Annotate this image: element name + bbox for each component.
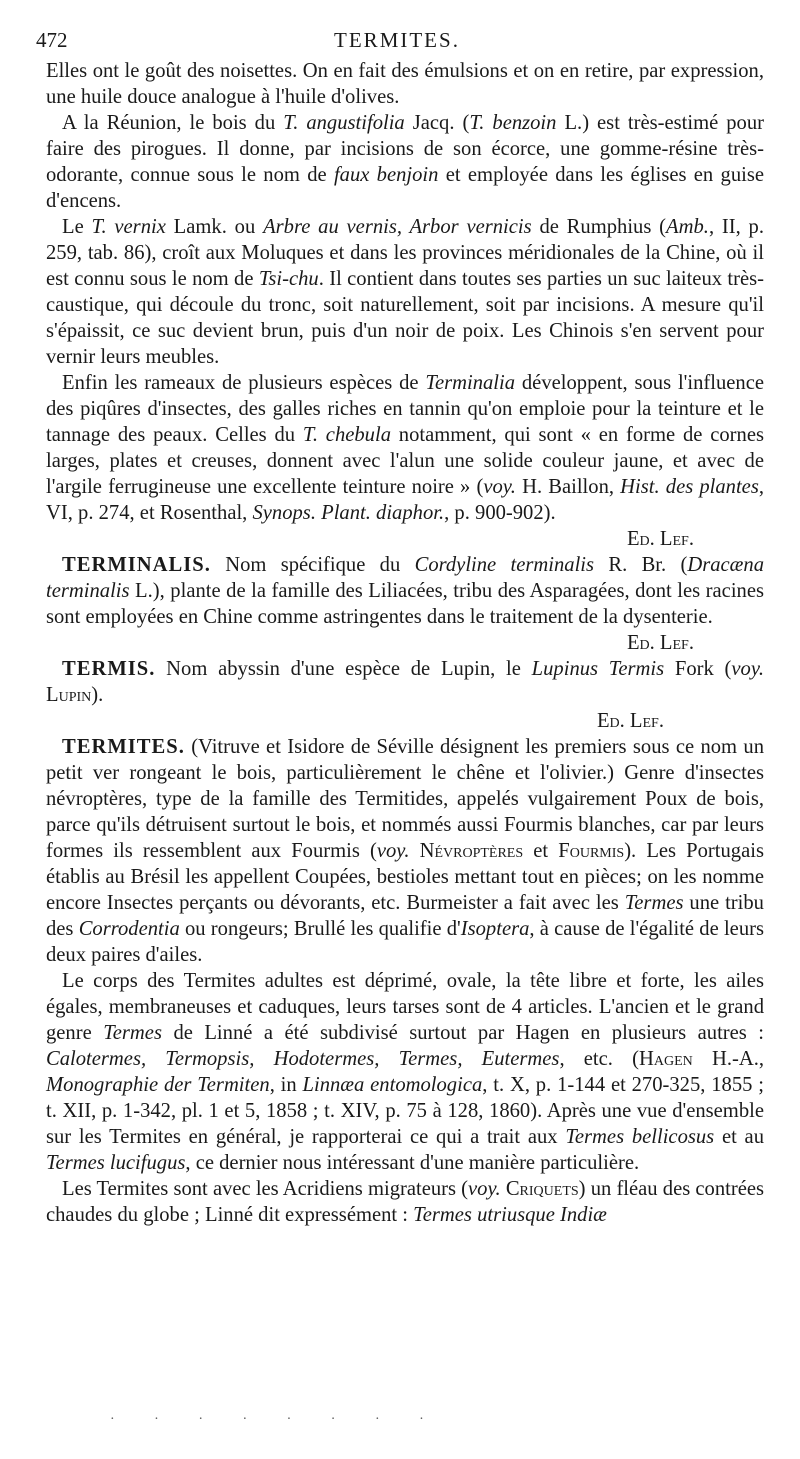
- page-body: [46, 58, 764, 1228]
- paragraph-continuation: Elles ont le goût des noisettes. On en fait des émulsions et on en retire, par expression, une huile douce analogue à l'huile d'olives.: [46, 60, 764, 108]
- page-header: [36, 28, 758, 58]
- entry-termis: TERMIS. Nom abyssin d'une espèce de Lupin, le Lupinus Termis Fork (voy. Lupin). Ed. Lef.: [46, 658, 765, 732]
- paragraph-galles: Enfin les rameaux de plusieurs espèces de Terminalia développent, sous l'influence des piqûres d'insectes, des galles riches en tannin qu'on emploie pour la teinture et le tannage des peaux. Celles du T. chebula notamment, qui sont « en forme de cornes larges, plates et creuses, donnent avec l'alun une solide couleur jaune, et avec de l'argile ferrugineuse une excellente teinture noire » (voy. H. Baillon, Hist. des plantes, VI, p. 274, et Rosenthal, Synops. Plant. diaphor., p. 900-902). Ed. Lef.: [46, 372, 764, 550]
- author-signature: Ed. Lef.: [596, 710, 664, 732]
- headword: TERMIS.: [62, 658, 156, 680]
- paragraph-corps: Le corps des Termites adultes est déprimé, ovale, la tête libre et forte, les ailes égales, membraneuses et caduques, leurs tarses sont de 4 articles. L'ancien et le grand genre Termes de Linné a été subdivisé surtout par Hagen en plusieurs autres : Calotermes, Termopsis, Hodotermes, Termes, Eutermes, etc. (Hagen H.-A., Monographie der Termiten, in Linnæa entomologica, t. X, p. 1-144 et 270-325, 1855 ; t. XII, p. 1-342, pl. 1 et 5, 1858 ; t. XIV, p. 75 à 128, 1860). Après une vue d'ensemble sur les Termites en général, je rapporterai ce qui a trait aux Termes bellicosus et au Termes lucifugus, ce dernier nous intéressant d'une manière particulière.: [46, 970, 764, 1174]
- entry-termites: TERMITES. (Vitruve et Isidore de Séville désignent les premiers sous ce nom un petit ver rongeant le bois, particulièrement le chêne et l'olivier.) Genre d'insectes névroptères, type de la famille des Termitides, appelés vulgairement Poux de bois, parce qu'ils détruisent surtout le bois, et nommés aussi Fourmis blanches, car par leurs formes ils ressemblent aux Fourmis (voy. Névroptères et Fourmis). Les Portugais établis au Brésil les appellent Coupées, bestioles mettant tout en pièces; on les nomme encore Insectes perçants ou dévorants, etc. Burmeister a fait avec les Termes une tribu des Corrodentia ou rongeurs; Brullé les qualifie d'Isoptera, à cause de l'égalité de leurs deux paires d'ailes.: [46, 736, 764, 966]
- headword: TERMITES.: [62, 736, 185, 758]
- page-number: 472: [36, 28, 68, 52]
- entry-terminalis: TERMINALIS. Nom spécifique du Cordyline terminalis R. Br. (Dracæna terminalis L.), plante de la famille des Liliacées, tribu des Asparagées, dont les racines sont employées en Chine comme astringentes dans le traitement de la dysenterie. Ed. Lef.: [46, 554, 765, 654]
- headword: TERMINALIS.: [62, 554, 211, 576]
- running-head: TERMITES.: [334, 28, 460, 52]
- author-signature: Ed. Lef.: [626, 528, 694, 550]
- paragraph-reunion: A la Réunion, le bois du T. angustifolia Jacq. (T. benzoin L.) est très-estimé pour faire des pirogues. Il donne, par incisions de son écorce, une gomme-résine très-odorante, connue sous le nom de faux benjoin et employée dans les églises en guise d'encens.: [46, 112, 764, 212]
- scan-artifact-dots: · · · · · · · ·: [110, 1412, 442, 1427]
- author-signature: Ed. Lef.: [626, 632, 694, 654]
- paragraph-vernix: Le T. vernix Lamk. ou Arbre au vernis, Arbor vernicis de Rumphius (Amb., II, p. 259, tab. 86), croît aux Moluques et dans les provinces méridionales de la Chine, où il est connu sous le nom de Tsi-chu. Il contient dans toutes ses parties un suc laiteux très-caustique, qui découle du tronc, soit naturellement, soit par incisions. A mesure qu'il s'épaissit, ce suc devient brun, puis d'un noir de poix. Les Chinois s'en servent pour vernir leurs meubles.: [46, 216, 764, 368]
- paragraph-fleau: Les Termites sont avec les Acridiens migrateurs (voy. Criquets) un fléau des contrées chaudes du globe ; Linné dit expressément : Termes utriusque Indiæ: [46, 1178, 764, 1226]
